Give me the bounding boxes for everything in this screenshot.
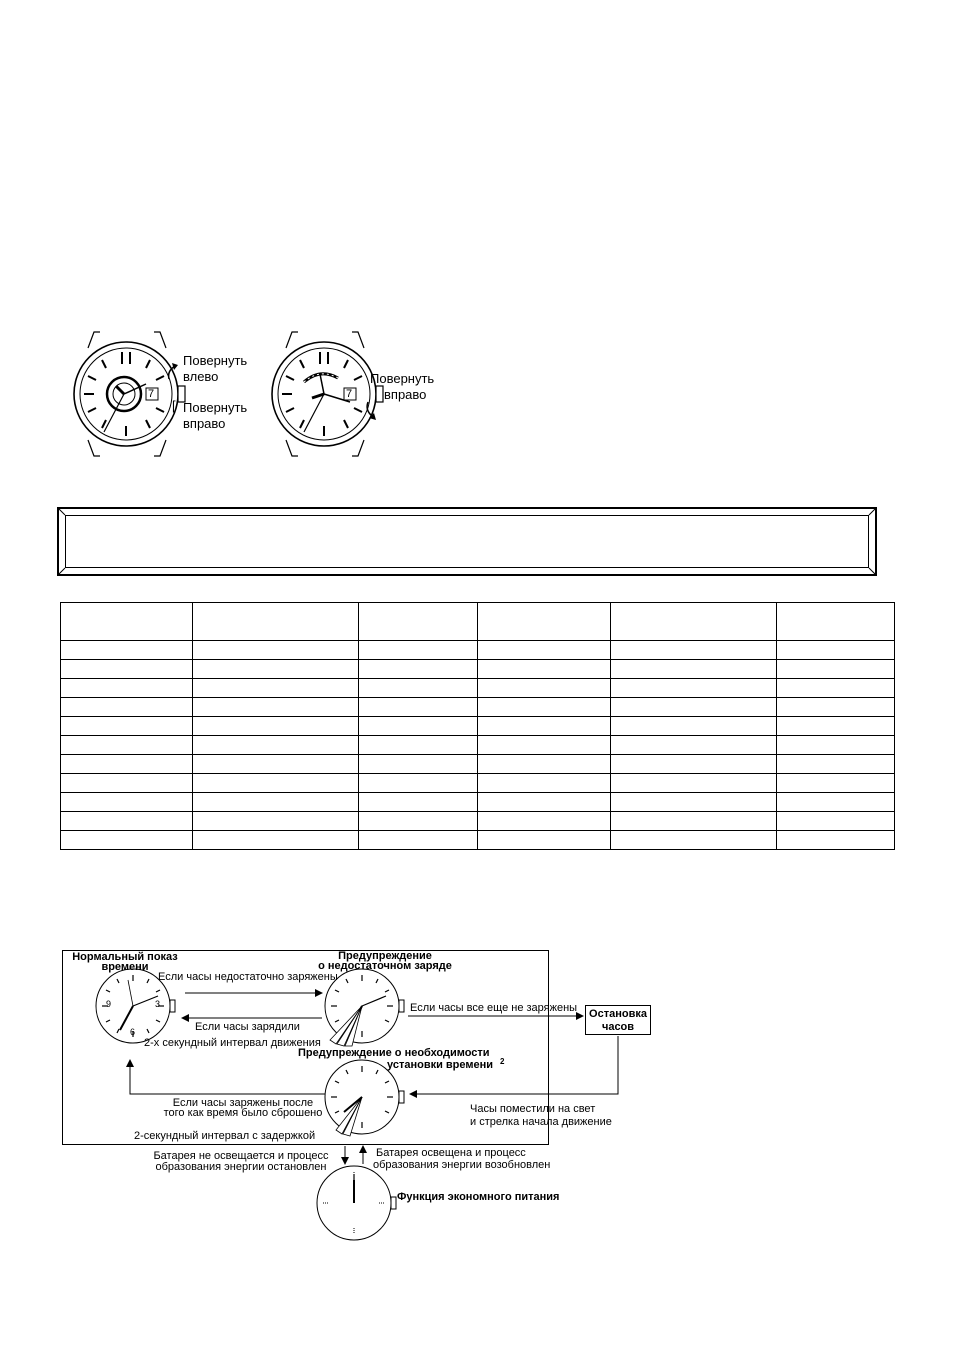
right-watch-date: 7 (346, 388, 353, 400)
left-watch-label-rotate-right-line2: вправо (183, 416, 226, 431)
placed-in-light-line1: Часы поместили на свет (470, 1103, 596, 1115)
dial-numeral-6: 6 (130, 1027, 136, 1037)
right-watch-label-line2: вправо (384, 387, 427, 402)
dial-numeral-3: 3 (155, 999, 161, 1009)
right-watch-label-line1: Повернуть (370, 371, 435, 386)
if-charged-after-reset-line2: того как время было сброшено (163, 1107, 323, 1119)
normal-display-title-line2: времени (101, 961, 149, 973)
time-setting-title-line1: Предупреждение о необходимости (298, 1047, 490, 1059)
watch-time-setting-warning (325, 1060, 404, 1136)
low-charge-title-line2: о недостаточном заряде (318, 960, 452, 972)
two-second-delay-label: 2-секундный интервал с задержкой (134, 1130, 316, 1142)
two-second-interval-label: 2-х секундный интервал движения (144, 1037, 321, 1049)
stop-box-line2: часов (601, 1021, 635, 1033)
battery-not-lit-line1: Батарея не освещается и процесс (153, 1150, 329, 1162)
if-charged-after-reset-line1: Если часы заряжены после (172, 1097, 314, 1109)
power-save-label: Функция экономного питания (397, 1191, 560, 1203)
left-watch-date: 7 (148, 388, 155, 400)
dial-numeral-9: 9 (106, 999, 112, 1009)
placed-in-light-line2: и стрелка начала движение (470, 1116, 612, 1128)
if-charged-label: Если часы зарядили (195, 1021, 300, 1033)
left-watch-label-rotate-left-line2: влево (183, 369, 219, 384)
battery-not-lit-line2: образования энергии остановлен (155, 1161, 327, 1173)
left-watch-label-rotate-right-line1: Повернуть (183, 400, 248, 415)
stop-box-line1: Остановка (589, 1008, 647, 1020)
if-still-not-charged-label: Если часы все еще не заряжены (410, 1002, 578, 1014)
time-setting-footnote: 2 (500, 1057, 505, 1066)
normal-display-title-line1: Нормальный показ (72, 951, 178, 963)
low-charge-title-line1: Предупреждение (338, 950, 432, 962)
battery-lit-line2: образования энергии возобновлен (373, 1159, 551, 1171)
if-not-charged-label: Если часы недостаточно заряжены (158, 971, 338, 983)
watch-power-save (317, 1166, 396, 1240)
left-watch-crown-position-mark: [ (172, 398, 176, 413)
left-watch-label-rotate-left-line1: Повернуть (183, 353, 248, 368)
stop-box (585, 1005, 651, 1035)
battery-lit-line1: Батарея освещена и процесс (376, 1147, 526, 1159)
time-setting-title-line2: установки времени (387, 1059, 494, 1071)
